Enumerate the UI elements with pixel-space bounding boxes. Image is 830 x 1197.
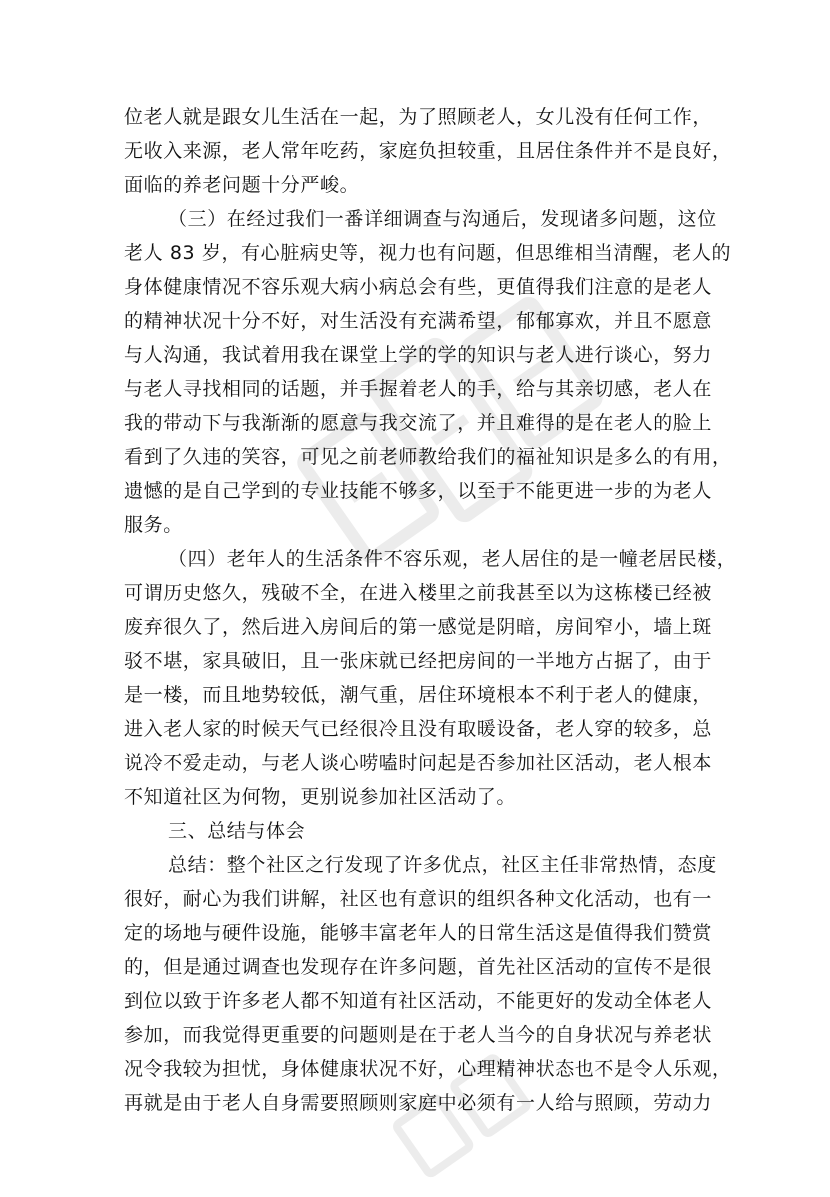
text-line: 不知道社区为何物，更别说参加社区活动了。	[124, 786, 517, 808]
text-line: （三）在经过我们一番详细调查与沟通后，发现诸多问题，这位	[168, 208, 717, 230]
text-line: 身体健康情况不容乐观大病小病总会有些，更值得我们注意的是老人	[124, 276, 713, 298]
text-line: 的，但是通过调查也发现存在许多问题，首先社区活动的宣传不是很	[124, 956, 713, 978]
text-line: 看到了久违的笑容，可见之前老师教给我们的福祉知识是多么的有用，	[124, 446, 732, 468]
text-line: 与人沟通，我试着用我在课堂上学的学的知识与老人进行谈心，努力	[124, 344, 713, 366]
text-line: 很好，耐心为我们讲解，社区也有意识的组织各种文化活动，也有一	[124, 888, 713, 910]
text-line: 位老人就是跟女儿生活在一起，为了照顾老人，女儿没有任何工作，	[124, 106, 713, 128]
text-line: 是一楼，而且地势较低，潮气重，居住环境根本不利于老人的健康，	[124, 684, 713, 706]
text-line: 废弃很久了，然后进入房间后的第一感觉是阴暗，房间窄小，墙上斑	[124, 616, 713, 638]
text-line: 定的场地与硬件设施，能够丰富老年人的日常生活这是值得我们赞赏	[124, 922, 713, 944]
text-line: 的精神状况十分不好，对生活没有充满希望，郁郁寡欢，并且不愿意	[124, 310, 713, 332]
text-line: 可谓历史悠久，残破不全，在进入楼里之前我甚至以为这栋楼已经被	[124, 582, 713, 604]
text-line: 进入老人家的时候天气已经很冷且没有取暖设备，老人穿的较多，总	[124, 718, 713, 740]
text-line: 再就是由于老人自身需要照顾则家庭中必须有一人给与照顾，劳动力	[124, 1092, 713, 1114]
text-line: 况令我较为担忧，身体健康状况不好，心理精神状态也不是令人乐观，	[124, 1058, 732, 1080]
text-line: （四）老年人的生活条件不容乐观，老人居住的是一幢老居民楼，	[168, 548, 737, 570]
document-body	[124, 100, 737, 1120]
text-line: 三、总结与体会	[168, 820, 306, 842]
text-line: 服务。	[124, 514, 183, 536]
text-line: 面临的养老问题十分严峻。	[124, 174, 360, 196]
text-line: 我的带动下与我渐渐的愿意与我交流了，并且难得的是在老人的脸上	[124, 412, 713, 434]
text-line: 无收入来源，老人常年吃药，家庭负担较重，且居住条件并不是良好，	[124, 140, 732, 162]
text-line: 到位以致于许多老人都不知道有社区活动，不能更好的发动全体老人	[124, 990, 713, 1012]
text-line: 参加，而我觉得更重要的问题则是在于老人当今的自身状况与养老状	[124, 1024, 713, 1046]
text-line: 老人 83 岁，有心脏病史等，视力也有问题，但思维相当清醒，老人的	[124, 242, 732, 264]
text-line: 遗憾的是自己学到的专业技能不够多，以至于不能更进一步的为老人	[124, 480, 713, 502]
text-line: 驳不堪，家具破旧，且一张床就已经把房间的一半地方占据了，由于	[124, 650, 713, 672]
text-line: 说冷不爱走动，与老人谈心唠嗑时问起是否参加社区活动，老人根本	[124, 752, 713, 774]
text-line: 与老人寻找相同的话题，并手握着老人的手，给与其亲切感，老人在	[124, 378, 713, 400]
text-line: 总结：整个社区之行发现了许多优点，社区主任非常热情，态度	[168, 854, 717, 876]
